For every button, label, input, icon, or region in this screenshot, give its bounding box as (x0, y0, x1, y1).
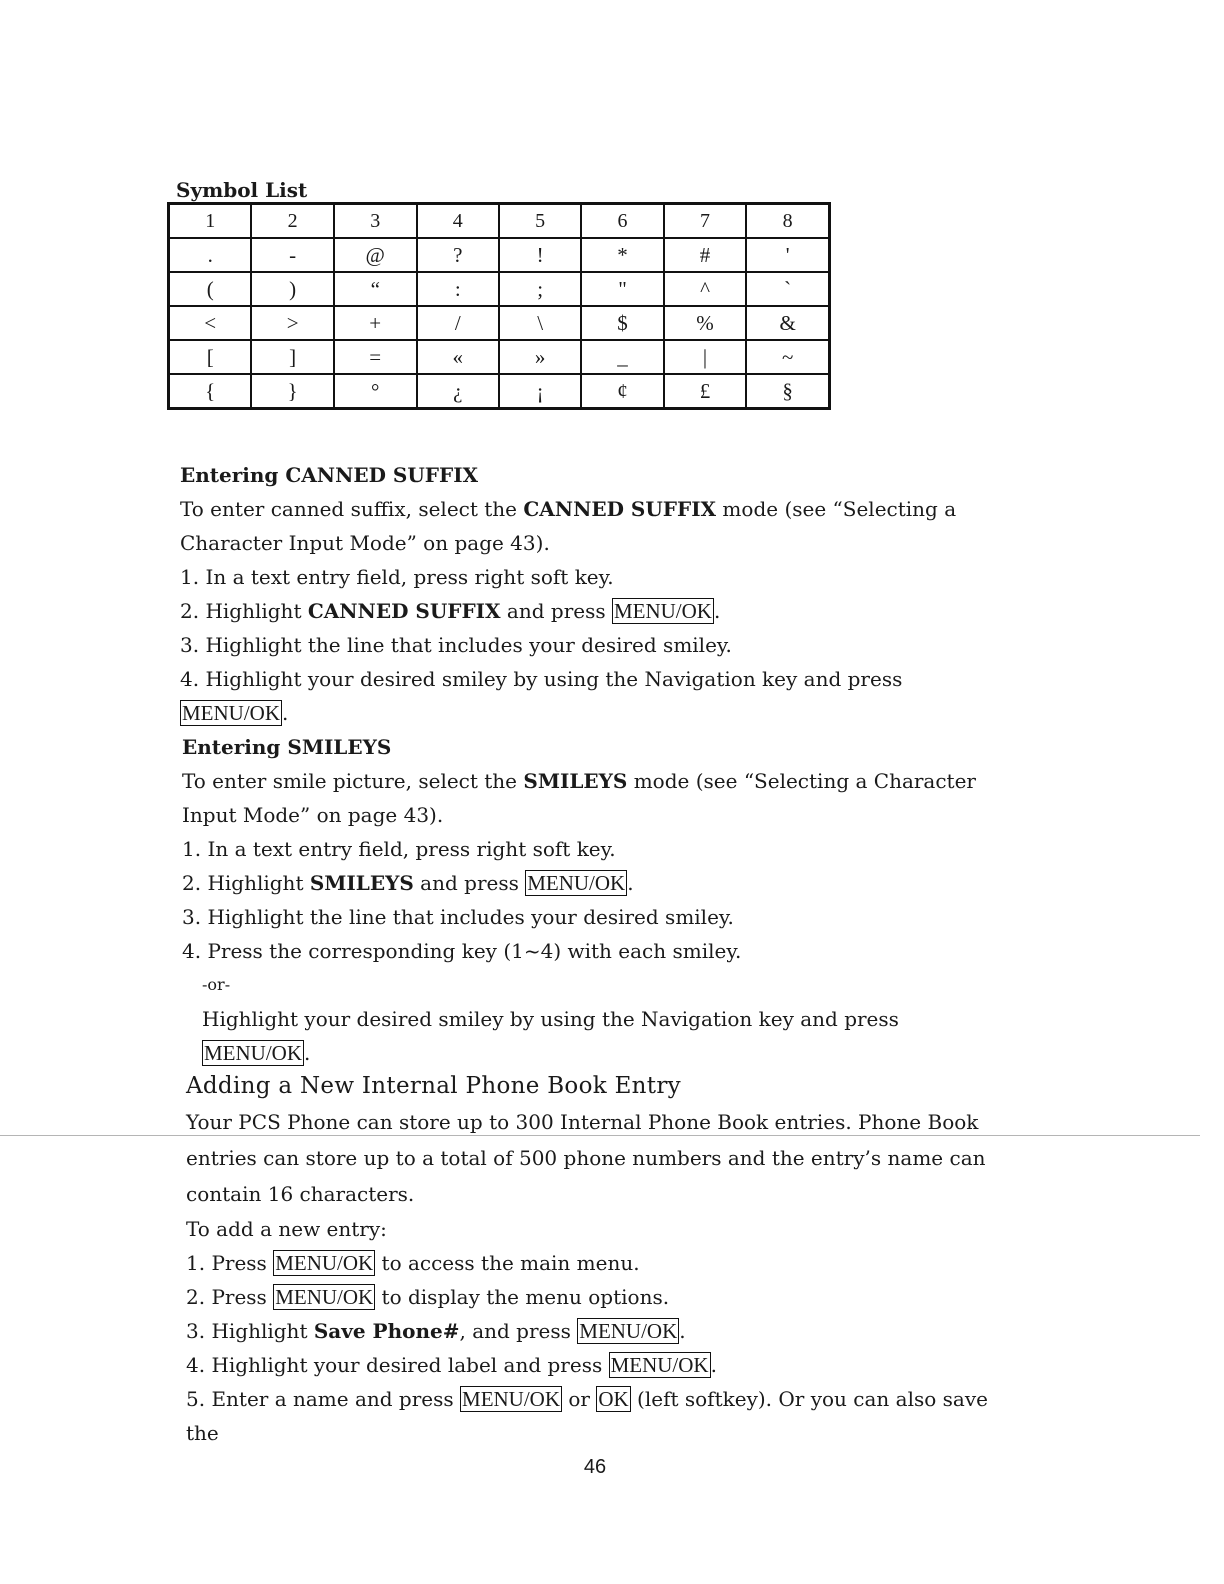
symbol-cell: @ (334, 238, 417, 272)
smileys-step-1: 1. In a text entry field, press right soft key. (182, 837, 616, 861)
symbol-header-cell: 7 (664, 204, 747, 239)
symbol-row (169, 306, 830, 340)
symbol-cell: “ (334, 272, 417, 306)
symbol-cell: ^ (664, 272, 747, 306)
phone-book-to-add: To add a new entry: (186, 1217, 387, 1241)
menu-ok-key: MENU/OK (182, 701, 280, 725)
menu-ok-key: MENU/OK (527, 871, 626, 895)
symbol-cell: _ (581, 340, 663, 374)
symbol-cell: £ (664, 374, 747, 409)
symbol-cell: ° (334, 374, 417, 409)
symbol-cell: « (417, 340, 499, 374)
symbol-cell: ; (499, 272, 581, 306)
smileys-heading: Entering SMILEYS (182, 735, 392, 759)
symbol-row (169, 238, 830, 272)
smileys-step-3: 3. Highlight the line that includes your desired smiley. (182, 905, 734, 929)
canned-suffix-heading: Entering CANNED SUFFIX (180, 463, 479, 487)
phone-book-step-2: 2. Press MENU/OK to display the menu options. (186, 1285, 670, 1309)
phone-book-step-1: 1. Press MENU/OK to access the main menu. (186, 1251, 640, 1275)
symbol-cell: ' (746, 238, 829, 272)
phone-book-section (186, 1068, 1001, 1450)
symbol-cell: ? (417, 238, 499, 272)
symbol-cell: ¡ (499, 374, 581, 409)
symbol-cell: [ (169, 340, 252, 374)
symbol-cell: > (251, 306, 333, 340)
canned-suffix-intro: To enter canned suffix, select the CANNED SUFFIX mode (see “Selecting a Character Input Mode” on page 43). (180, 497, 957, 555)
menu-ok-key: MENU/OK (579, 1319, 678, 1343)
symbol-cell: - (251, 238, 333, 272)
menu-ok-key: MENU/OK (204, 1041, 302, 1065)
ok-key: OK (598, 1387, 629, 1411)
symbol-row (169, 340, 830, 374)
symbol-cell: % (664, 306, 747, 340)
phone-book-intro: Your PCS Phone can store up to 300 Internal Phone Book entries. Phone Book entries can store up to a total of 500 phone numbers and the entry’s name can contain 16 characters. (186, 1110, 986, 1206)
symbol-cell: ] (251, 340, 333, 374)
symbol-cell: + (334, 306, 417, 340)
symbol-header-cell: 3 (334, 204, 417, 239)
phone-book-step-4: 4. Highlight your desired label and press MENU/OK . (186, 1353, 717, 1377)
symbol-cell: " (581, 272, 663, 306)
symbol-list-table (167, 202, 831, 410)
phone-book-step-5: 5. Enter a name and press MENU/OK or OK (left softkey). Or you can also save the (186, 1387, 988, 1445)
symbol-header-cell: 8 (746, 204, 829, 239)
menu-ok-key: MENU/OK (613, 599, 712, 623)
symbol-cell: . (169, 238, 252, 272)
symbol-cell: | (664, 340, 747, 374)
smileys-alternative-step: Highlight your desired smiley by using the Navigation key and press MENU/OK . (202, 1007, 899, 1065)
symbol-cell: # (664, 238, 747, 272)
symbol-cell: } (251, 374, 333, 409)
smileys-or: -or- (202, 975, 231, 994)
canned-suffix-section (180, 458, 995, 730)
symbol-cell: < (169, 306, 252, 340)
symbol-cell: ! (499, 238, 581, 272)
symbol-list-caption: Symbol List (176, 178, 308, 202)
symbol-cell: ¢ (581, 374, 663, 409)
symbol-header-cell: 5 (499, 204, 581, 239)
symbol-cell: ) (251, 272, 333, 306)
symbol-cell: ~ (746, 340, 829, 374)
symbol-cell: * (581, 238, 663, 272)
symbol-cell: & (746, 306, 829, 340)
canned-suffix-step-4: 4. Highlight your desired smiley by using the Navigation key and press MENU/OK . (180, 667, 903, 725)
symbol-cell: \ (499, 306, 581, 340)
symbol-cell: : (417, 272, 499, 306)
symbol-cell: ¿ (417, 374, 499, 409)
phone-book-step-3: 3. Highlight Save Phone#, and press MENU/OK . (186, 1319, 686, 1343)
symbol-cell: $ (581, 306, 663, 340)
page-number: 46 (583, 1456, 607, 1478)
symbol-header-cell: 2 (251, 204, 333, 239)
smileys-section (182, 730, 997, 1070)
symbol-row (169, 374, 830, 409)
symbol-cell: ( (169, 272, 252, 306)
smileys-step-2: 2. Highlight SMILEYS and press MENU/OK . (182, 871, 634, 895)
symbol-header-cell: 4 (417, 204, 499, 239)
symbol-row (169, 272, 830, 306)
symbol-header-row (169, 204, 830, 239)
symbol-cell: / (417, 306, 499, 340)
symbol-header-cell: 6 (581, 204, 663, 239)
symbol-cell: { (169, 374, 252, 409)
menu-ok-key: MENU/OK (275, 1285, 374, 1309)
menu-ok-key: MENU/OK (610, 1353, 709, 1377)
smileys-step-4: 4. Press the corresponding key (1~4) with each smiley. (182, 939, 742, 963)
canned-suffix-step-1: 1. In a text entry field, press right soft key. (180, 565, 614, 589)
smileys-intro: To enter smile picture, select the SMILEYS mode (see “Selecting a Character Input Mode” on page 43). (182, 769, 976, 827)
symbol-cell: » (499, 340, 581, 374)
canned-suffix-step-2: 2. Highlight CANNED SUFFIX and press MENU/OK . (180, 599, 721, 623)
canned-suffix-step-3: 3. Highlight the line that includes your desired smiley. (180, 633, 732, 657)
menu-ok-key: MENU/OK (462, 1387, 561, 1411)
menu-ok-key: MENU/OK (275, 1251, 374, 1275)
symbol-cell: § (746, 374, 829, 409)
symbol-cell: = (334, 340, 417, 374)
symbol-header-cell: 1 (169, 204, 252, 239)
phone-book-heading: Adding a New Internal Phone Book Entry (186, 1073, 681, 1099)
symbol-cell: ` (746, 272, 829, 306)
